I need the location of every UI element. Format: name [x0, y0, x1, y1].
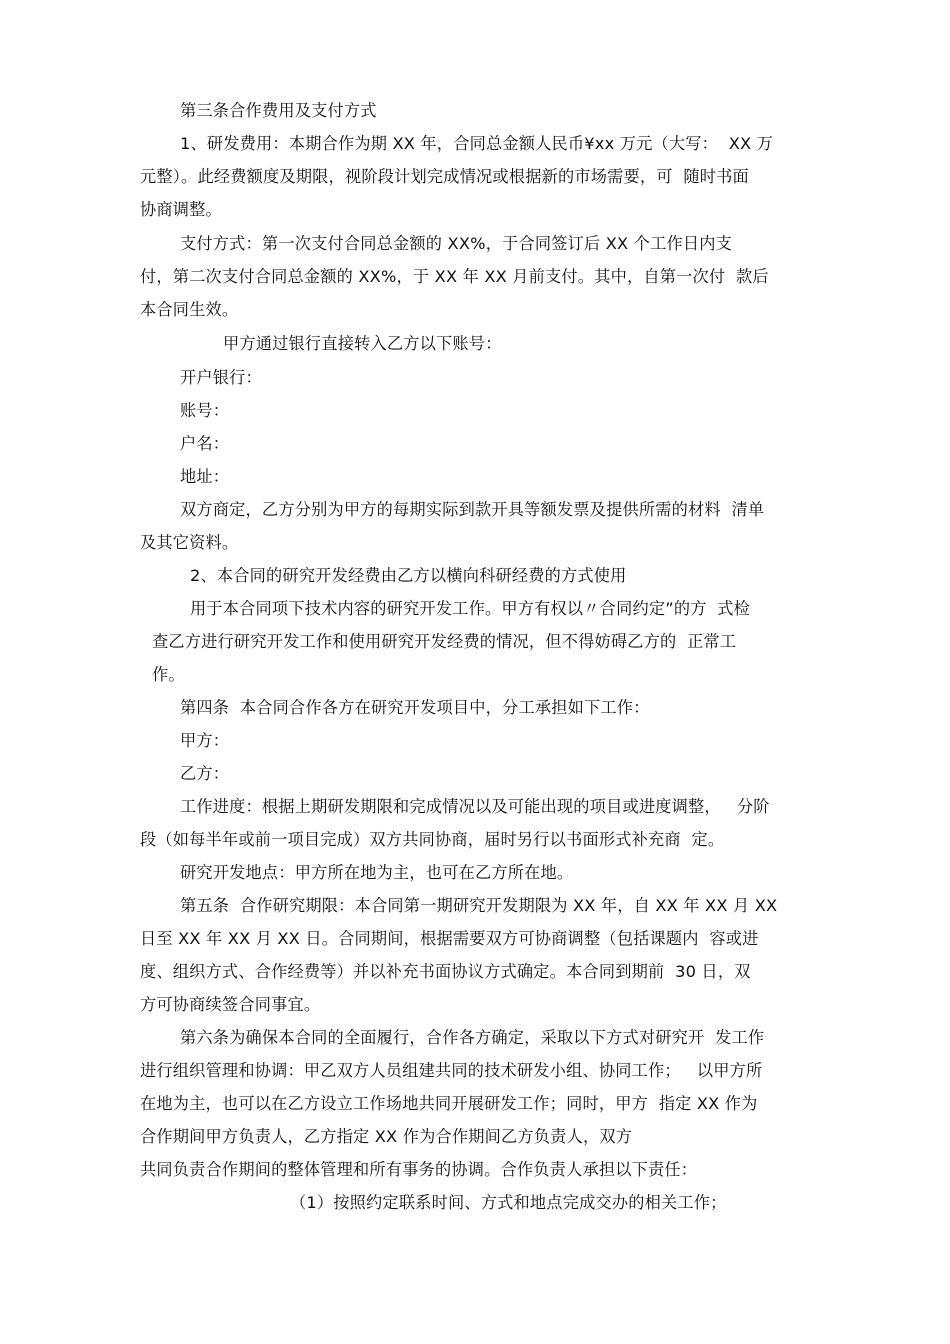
paragraph-line: 协商调整。 — [140, 200, 222, 219]
field-label-account-name: 户名： — [180, 434, 230, 453]
field-label-account: 账号： — [180, 401, 230, 420]
paragraph-line: 方可协商续签合同事宜。 — [140, 995, 321, 1014]
paragraph-line: 付，第二次支付合同总金额的 XX%，于 XX 年 XX 月前支付。其中，自第一次付 款后 — [140, 267, 769, 286]
paragraph-line: 研究开发地点：甲方所在地为主，也可在乙方所在地。 — [180, 863, 574, 882]
paragraph-line: 段（如每半年或前一项目完成）双方共同协商，届时另行以书面形式补充商 定。 — [140, 830, 725, 849]
section-3-heading: 第三条合作费用及支付方式 — [180, 101, 377, 120]
paragraph-line: 及其它资料。 — [140, 533, 239, 552]
list-item: （1）按照约定联系时间、方式和地点完成交办的相关工作； — [290, 1193, 727, 1212]
paragraph-line: 度、组织方式、合作经费等）并以补充书面协议方式确定。本合同到期前 30 日，双 — [140, 962, 751, 981]
paragraph-line: 日至 XX 年 XX 月 XX 日。合同期间，根据需要双方可协商调整（包括课题内 容或进 — [140, 929, 759, 948]
section-5-heading: 第五条 合作研究期限：本合同第一期研究开发期限为 XX 年，自 XX 年 XX 月 XX — [180, 896, 778, 915]
paragraph-line: 2、本合同的研究开发经费由乙方以横向科研经费的方式使用 — [190, 566, 627, 585]
paragraph-line: 双方商定，乙方分别为甲方的每期实际到款开具等额发票及提供所需的材料 清单 — [180, 500, 765, 519]
paragraph-line: 用于本合同项下技术内容的研究开发工作。甲方有权以〃合同约定”的方 式检 — [190, 599, 751, 618]
paragraph-line: 甲方通过银行直接转入乙方以下账号： — [223, 334, 502, 353]
paragraph-line: 合作期间甲方负责人，乙方指定 XX 作为合作期间乙方负责人，双方 — [140, 1127, 633, 1146]
section-4-heading: 第四条 本合同合作各方在研究开发项目中，分工承担如下工作： — [180, 698, 650, 717]
field-label-party-b: 乙方： — [180, 764, 230, 783]
field-label-bank: 开户银行： — [180, 368, 262, 387]
paragraph-line: 支付方式：第一次支付合同总金额的 XX%，于合同签订后 XX 个工作日内支 — [180, 234, 733, 253]
section-6-heading: 第六条为确保本合同的全面履行，合作各方确定，采取以下方式对研究开 发工作 — [180, 1028, 765, 1047]
paragraph-line: 作。 — [152, 665, 185, 684]
paragraph-line: 1、研发费用：本期合作为期 XX 年，合同总金额人民币¥xx 万元（大写： XX 万 — [180, 134, 774, 153]
paragraph-line: 本合同生效。 — [140, 300, 239, 319]
paragraph-line: 元整）。此经费额度及期限，视阶段计划完成情况或根据新的市场需要，可 随时书面 — [140, 167, 749, 186]
paragraph-line: 在地为主，也可以在乙方设立工作场地共同开展研发工作；同时，甲方 指定 XX 作为 — [140, 1094, 758, 1113]
field-label-party-a: 甲方： — [180, 731, 230, 750]
paragraph-line: 共同负责合作期间的整体管理和所有事务的协调。合作负责人承担以下责任： — [140, 1160, 698, 1179]
paragraph-line: 进行组织管理和协调：甲乙双方人员组建共同的技术研发小组、协同工作； 以甲方所 — [140, 1061, 763, 1080]
paragraph-line: 查乙方进行研究开发工作和使用研究开发经费的情况，但不得妨碍乙方的 正常工 — [152, 632, 737, 651]
paragraph-line: 工作进度：根据上期研发期限和完成情况以及可能出现的项目或进度调整， 分阶 — [180, 797, 770, 816]
field-label-address: 地址： — [180, 467, 230, 486]
